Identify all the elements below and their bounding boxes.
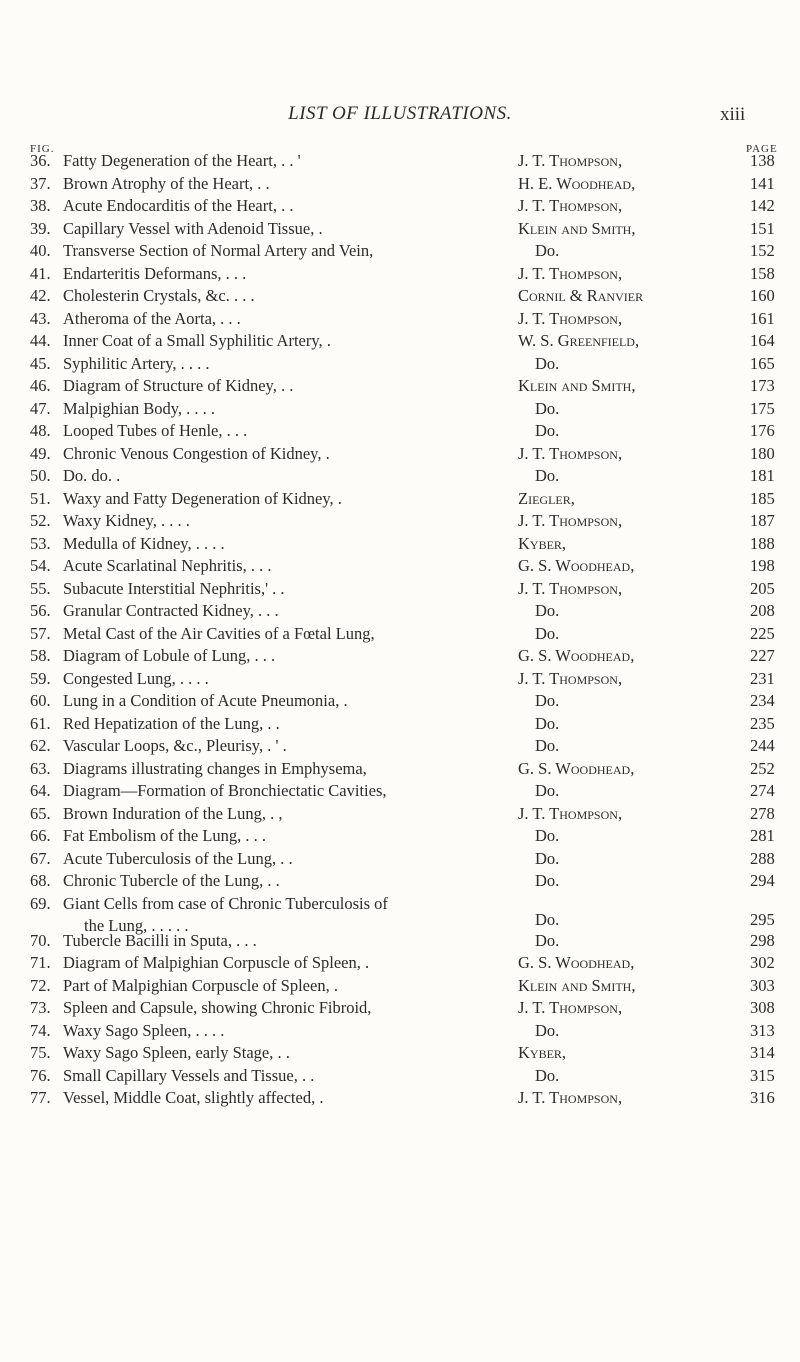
figure-title: Part of Malpighian Corpuscle of Spleen, .: [63, 975, 338, 995]
figure-title-block: [63, 713, 280, 736]
list-item: [0, 690, 800, 713]
figure-title-block: [63, 263, 246, 286]
figure-number: 48.: [30, 421, 51, 440]
figure-title-block: [63, 1065, 314, 1088]
figure-page: 225: [750, 623, 775, 643]
figure-page: 252: [750, 758, 775, 778]
figure-number: 50.: [30, 466, 51, 485]
figure-page: 151: [750, 218, 775, 238]
list-item: [0, 1042, 800, 1065]
page-column-heading: PAGE: [746, 143, 778, 155]
figure-number: 44.: [30, 331, 51, 350]
figure-page: 188: [750, 533, 775, 553]
figure-title-block: [63, 150, 301, 173]
figure-author: J. T. Thompson,: [518, 803, 623, 823]
figure-title: Do. do. .: [63, 466, 121, 485]
figure-page: 180: [750, 443, 775, 463]
figure-author: Do.: [535, 1020, 560, 1040]
figure-title: Congested Lung, . . . .: [63, 668, 209, 688]
figure-title: Chronic Tubercle of the Lung, . .: [63, 871, 280, 890]
figure-title-block: [63, 240, 373, 263]
figure-author: G. S. Woodhead,: [518, 556, 635, 575]
figure-title: Granular Contracted Kidney, . . .: [63, 601, 279, 620]
figure-number: 77.: [30, 1088, 51, 1107]
figure-title-block: [63, 420, 247, 443]
figure-author: Do.: [535, 871, 560, 890]
figure-title-block: [63, 997, 371, 1020]
list-item: [0, 1065, 800, 1088]
figure-number: 46.: [30, 376, 51, 395]
figure-number: 61.: [30, 713, 51, 733]
figure-number: 56.: [30, 601, 51, 620]
figure-title: Waxy and Fatty Degeneration of Kidney, .: [63, 488, 342, 508]
figure-page: 313: [750, 1020, 775, 1040]
figure-number: 72.: [30, 975, 51, 995]
figure-number: 37.: [30, 173, 51, 193]
figure-page: 227: [750, 646, 775, 665]
figure-title-block: [63, 330, 331, 353]
figure-page: 165: [750, 353, 775, 373]
figure-title-block: [63, 533, 225, 556]
figure-title-block: [63, 488, 342, 511]
figure-title: Diagram of Malpighian Corpuscle of Spleen, .: [63, 953, 370, 972]
figure-page: 278: [750, 803, 775, 823]
figure-page: 205: [750, 578, 775, 598]
figure-title-block: [63, 848, 293, 871]
figure-page: 160: [750, 286, 775, 305]
list-item: [0, 997, 800, 1020]
figure-number: 47.: [30, 398, 51, 418]
figure-page: 303: [750, 975, 775, 995]
figure-number: 66.: [30, 826, 51, 845]
list-item: [0, 668, 800, 691]
figure-page: 234: [750, 691, 775, 710]
figure-page: 185: [750, 488, 775, 508]
figure-number: 54.: [30, 556, 51, 575]
figure-number: 45.: [30, 353, 51, 373]
figure-title: Spleen and Capsule, showing Chronic Fibroid,: [63, 998, 372, 1017]
figure-title-block: [63, 195, 293, 218]
figure-title: Diagram of Lobule of Lung, . . .: [63, 646, 276, 665]
figure-title: Brown Induration of the Lung, . ,: [63, 803, 283, 823]
figure-title: Small Capillary Vessels and Tissue, . .: [63, 1065, 315, 1085]
list-item: [0, 240, 800, 263]
figure-page: 152: [750, 241, 775, 260]
figure-page: 274: [750, 781, 775, 800]
figure-number: 39.: [30, 218, 51, 238]
figure-title-block: [63, 353, 210, 376]
figure-number: 40.: [30, 241, 51, 260]
figure-title: Waxy Sago Spleen, . . . .: [63, 1020, 225, 1040]
figure-number: 73.: [30, 998, 51, 1017]
figure-author: Do.: [535, 691, 560, 710]
figure-author: Ziegler,: [518, 488, 575, 508]
figure-number: 51.: [30, 488, 51, 508]
list-item: [0, 952, 800, 975]
figure-title-block: [63, 465, 120, 488]
figure-number: 64.: [30, 781, 51, 800]
figure-number: 74.: [30, 1020, 51, 1040]
list-item: [0, 533, 800, 556]
figure-number: 63.: [30, 758, 51, 778]
list-item: [0, 870, 800, 893]
list-item: [0, 600, 800, 623]
figure-author: Kyber,: [518, 533, 567, 553]
figure-number: 70.: [30, 930, 51, 950]
figure-author: Do.: [535, 623, 560, 643]
figure-title: Endarteritis Deformans, . . .: [63, 263, 247, 283]
figure-number: 41.: [30, 263, 51, 283]
figure-title-block: [63, 578, 285, 601]
figure-number: 42.: [30, 286, 51, 305]
figure-page: 294: [750, 871, 775, 890]
figure-title-block: [63, 1020, 224, 1043]
figure-author: Do.: [535, 713, 560, 733]
figure-title-block: [63, 780, 387, 803]
figure-author: J. T. Thompson,: [518, 308, 623, 328]
figure-page: 198: [750, 556, 775, 575]
figure-page: 314: [750, 1043, 775, 1062]
figure-author: J. T. Thompson,: [518, 443, 623, 463]
list-item: [0, 488, 800, 511]
figure-author: J. T. Thompson,: [518, 263, 623, 283]
figure-title: Giant Cells from case of Chronic Tuberculosis of: [63, 893, 388, 913]
figure-author: Do.: [535, 781, 560, 800]
figure-page: 181: [750, 466, 775, 485]
figure-page: 142: [750, 196, 775, 215]
figure-title-block: [63, 668, 209, 691]
list-item: [0, 420, 800, 443]
figure-author: H. E. Woodhead,: [518, 173, 636, 193]
figure-title-block: [63, 870, 280, 893]
figure-title: Capillary Vessel with Adenoid Tissue, .: [63, 218, 323, 238]
list-item: [0, 150, 800, 173]
figure-title-block: [63, 690, 348, 713]
figure-author: Do.: [535, 826, 560, 845]
figure-title-block: [63, 218, 323, 241]
figure-title: Diagram of Structure of Kidney, . .: [63, 376, 294, 395]
list-item: [0, 173, 800, 196]
list-item: [0, 780, 800, 803]
figure-title: Vessel, Middle Coat, slightly affected, .: [63, 1088, 324, 1107]
figure-title-block: [63, 375, 293, 398]
figure-number: 58.: [30, 646, 51, 665]
list-item: [0, 308, 800, 331]
list-item: [0, 825, 800, 848]
figure-title: Chronic Venous Congestion of Kidney, .: [63, 443, 330, 463]
figure-title-block: [63, 623, 375, 646]
figure-page: 175: [750, 398, 775, 418]
list-item: [0, 930, 800, 953]
figure-title: Metal Cast of the Air Cavities of a Fœtal Lung,: [63, 623, 375, 643]
list-item: [0, 443, 800, 466]
figure-author: Do.: [535, 930, 560, 950]
figure-author: Do.: [535, 466, 560, 485]
figure-page: 235: [750, 713, 775, 733]
figure-number: 67.: [30, 848, 51, 868]
figure-title: Diagrams illustrating changes in Emphysema,: [63, 758, 367, 778]
figure-title-block: [63, 173, 270, 196]
figure-title: Brown Atrophy of the Heart, . .: [63, 173, 270, 193]
figure-number: 59.: [30, 668, 51, 688]
figure-number: 68.: [30, 871, 51, 890]
list-item: [0, 975, 800, 998]
figure-title: Vascular Loops, &c., Pleurisy, . ' .: [63, 736, 287, 755]
figure-title: Diagram—Formation of Bronchiectatic Cavities,: [63, 781, 387, 800]
figure-page: 158: [750, 263, 775, 283]
figure-title-block: [63, 285, 255, 308]
figure-number: 38.: [30, 196, 51, 215]
figure-title-block: [63, 308, 241, 331]
figure-title-block: [63, 1087, 323, 1110]
figure-number: 60.: [30, 691, 51, 710]
figure-title: Waxy Kidney, . . . .: [63, 511, 190, 530]
figure-page: 281: [750, 826, 775, 845]
figure-number: 57.: [30, 623, 51, 643]
figure-author: Do.: [535, 353, 560, 373]
figure-author: J. T. Thompson,: [518, 196, 623, 215]
figure-page: 164: [750, 331, 775, 350]
illustration-list: [0, 150, 800, 1110]
figure-title-block: [63, 952, 369, 975]
figure-title: Subacute Interstitial Nephritis,' . .: [63, 578, 285, 598]
figure-page: 173: [750, 376, 775, 395]
list-item: [0, 578, 800, 601]
list-item: [0, 398, 800, 421]
figure-title-block: [63, 825, 266, 848]
fig-column-heading: FIG.: [30, 143, 55, 155]
figure-page: 141: [750, 173, 775, 193]
figure-title-block: [63, 555, 271, 578]
list-item: [0, 555, 800, 578]
figure-title-block: [63, 758, 367, 781]
figure-author: Klein and Smith,: [518, 376, 636, 395]
figure-title-block: [63, 930, 257, 953]
list-item: [0, 1087, 800, 1110]
figure-author: Klein and Smith,: [518, 218, 636, 238]
list-item: [0, 285, 800, 308]
list-item: [0, 713, 800, 736]
figure-title: Acute Tuberculosis of the Lung, . .: [63, 848, 293, 868]
figure-number: 55.: [30, 578, 51, 598]
figure-author: Cornil & Ranvier: [518, 286, 644, 305]
figure-title-block: [63, 443, 330, 466]
list-item: [0, 1020, 800, 1043]
figure-number: 71.: [30, 953, 51, 972]
figure-page: 231: [750, 668, 775, 688]
page-number: xiii: [720, 104, 746, 125]
list-item: [0, 218, 800, 241]
list-item: [0, 465, 800, 488]
list-item: [0, 803, 800, 826]
figure-page: 161: [750, 308, 775, 328]
figure-author: G. S. Woodhead,: [518, 758, 635, 778]
list-item: [0, 353, 800, 376]
figure-author: Do.: [535, 848, 560, 868]
figure-title: Fat Embolism of the Lung, . . .: [63, 826, 267, 845]
list-item: [0, 623, 800, 646]
figure-title: Malpighian Body, . . . .: [63, 398, 216, 418]
figure-title-block: [63, 975, 338, 998]
figure-page: 308: [750, 998, 775, 1017]
figure-title: Inner Coat of a Small Syphilitic Artery, .: [63, 331, 331, 350]
list-item: [0, 330, 800, 353]
figure-page: 302: [750, 953, 775, 972]
figure-author: Do.: [535, 909, 560, 929]
figure-title: Waxy Sago Spleen, early Stage, . .: [63, 1043, 290, 1062]
figure-title: Atheroma of the Aorta, . . .: [63, 308, 241, 328]
figure-number: 76.: [30, 1065, 51, 1085]
figure-number: 43.: [30, 308, 51, 328]
figure-author: W. S. Greenfield,: [518, 331, 640, 350]
figure-page: 298: [750, 930, 775, 950]
figure-number: 69.: [30, 893, 51, 913]
list-item: [0, 195, 800, 218]
figure-page: 187: [750, 511, 775, 530]
list-item: [0, 758, 800, 781]
figure-title: Tubercle Bacilli in Sputa, . . .: [63, 930, 257, 950]
list-item: [0, 510, 800, 533]
list-item: [0, 848, 800, 871]
figure-title-block: [63, 803, 283, 826]
figure-number: 53.: [30, 533, 51, 553]
figure-number: 52.: [30, 511, 51, 530]
figure-number: 62.: [30, 736, 51, 755]
figure-title: Lung in a Condition of Acute Pneumonia, .: [63, 691, 348, 710]
figure-author: Do.: [535, 398, 560, 418]
figure-author: Do.: [535, 601, 560, 620]
list-item: [0, 645, 800, 668]
figure-title-block: [63, 600, 279, 623]
figure-author: J. T. Thompson,: [518, 151, 623, 170]
figure-page: 244: [750, 736, 775, 755]
figure-title: Transverse Section of Normal Artery and Vein,: [63, 241, 374, 260]
figure-author: Kyber,: [518, 1043, 567, 1062]
figure-author: Do.: [535, 421, 560, 440]
figure-number: 36.: [30, 151, 51, 170]
figure-title: Looped Tubes of Henle, . . .: [63, 421, 248, 440]
figure-page: 295: [750, 909, 775, 929]
figure-title-block: [63, 645, 275, 668]
figure-author: J. T. Thompson,: [518, 998, 623, 1017]
figure-number: 49.: [30, 443, 51, 463]
figure-author: G. S. Woodhead,: [518, 953, 635, 972]
figure-page: 288: [750, 848, 775, 868]
figure-title: Acute Endocarditis of the Heart, . .: [63, 196, 294, 215]
list-item: [0, 375, 800, 398]
figure-author: Klein and Smith,: [518, 975, 636, 995]
figure-page: 176: [750, 421, 775, 440]
list-item: [0, 263, 800, 286]
figure-title-block: [63, 398, 215, 421]
figure-title: Red Hepatization of the Lung, . .: [63, 713, 280, 733]
figure-author: J. T. Thompson,: [518, 578, 623, 598]
figure-number: 65.: [30, 803, 51, 823]
figure-title: Acute Scarlatinal Nephritis, . . .: [63, 556, 272, 575]
figure-page: 208: [750, 601, 775, 620]
figure-author: G. S. Woodhead,: [518, 646, 635, 665]
figure-title-block: [63, 735, 287, 758]
figure-author: Do.: [535, 736, 560, 755]
figure-page: 315: [750, 1065, 775, 1085]
figure-author: Do.: [535, 241, 560, 260]
figure-title: Fatty Degeneration of the Heart, . . ': [63, 151, 301, 170]
figure-page: 138: [750, 151, 775, 170]
figure-title: Medulla of Kidney, . . . .: [63, 533, 225, 553]
figure-author: Do.: [535, 1065, 560, 1085]
figure-author: J. T. Thompson,: [518, 668, 623, 688]
figure-author: J. T. Thompson,: [518, 511, 623, 530]
running-title: LIST OF ILLUSTRATIONS.: [288, 103, 512, 124]
list-item: [0, 735, 800, 758]
figure-title-continued: the Lung, . . . . .: [84, 916, 189, 935]
figure-page: 316: [750, 1088, 775, 1107]
figure-author: J. T. Thompson,: [518, 1088, 623, 1107]
figure-number: 75.: [30, 1043, 51, 1062]
figure-title-block: [63, 510, 190, 533]
list-item: [0, 893, 800, 935]
figure-title: Syphilitic Artery, . . . .: [63, 353, 210, 373]
figure-title: Cholesterin Crystals, &c. . . .: [63, 286, 255, 305]
figure-title-block: [63, 1042, 290, 1065]
